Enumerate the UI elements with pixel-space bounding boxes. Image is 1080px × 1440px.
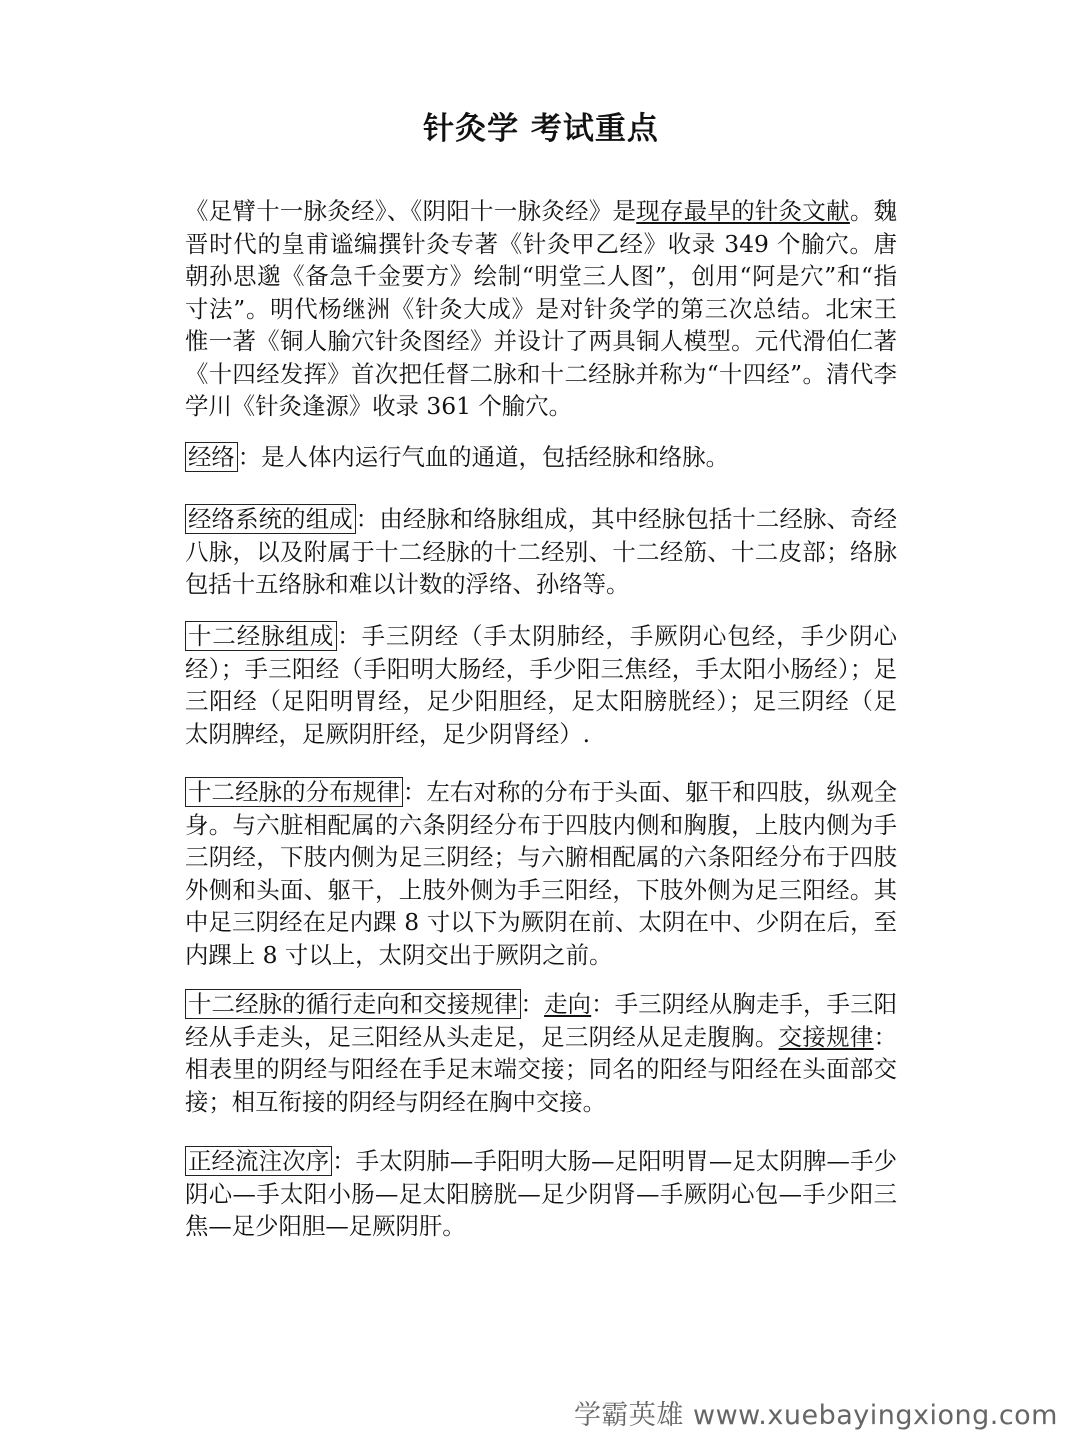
section-circulation — [185, 988, 897, 1118]
separator: ： — [520, 990, 545, 1018]
page-title: 针灸学 考试重点 — [423, 111, 659, 147]
watermark-footer: 学霸英雄 www.xuebayingxiong.com — [573, 1400, 1058, 1431]
term-box: 经络系统的组成 — [185, 504, 356, 534]
section-flow-order — [185, 1145, 897, 1243]
subterm-connection: 交接规律 — [778, 1022, 874, 1051]
intro-text-1: 《足臂十一脉灸经》、《阴阳十一脉灸经》是 — [185, 197, 637, 225]
intro-underlined: 现存最早的针灸文献 — [636, 197, 850, 225]
section-jingluo — [185, 441, 897, 474]
section-text: ：是人体内运行气血的通道，包括经脉和络脉。 — [237, 443, 729, 471]
section-text: ：相表里的阴经与阳经在手足末端交接；同名的阳经与阳经在头面部交接；相互衔接的阴经与阴经在胸中交接。 — [185, 1022, 898, 1116]
section-text: ：手三阴经从胸走手，手三阳经从手走头，足三阳经从头走足，足三阴经从足走腹胸。 — [185, 990, 898, 1051]
section-text: ：手太阴肺—手阳明大肠—足阳明胃—足太阴脾—手少阴心—手太阳小肠—足太阳膀胱—足少阴肾—手厥阴心包—手少阳三焦—足少阳胆—足厥阴肝。 — [185, 1147, 898, 1240]
section-text: ：左右对称的分布于头面、躯干和四肢，纵观全身。与六脏相配属的六条阴经分布于四肢内侧和胸腹，上肢内侧为手三阴经，下肢内侧为足三阴经；与六腑相配属的六条阳经分布于四肢外侧和头面、躯干，上肢外侧为手三阳经，下肢外侧为足三阳经。其中足三阴经在足内踝 8 寸以下为厥阴在前、太阴在中、少阴在后，至内踝上 8 寸以上，太阴交出于厥阴之前。 — [185, 778, 897, 969]
term-box: 正经流注次序 — [185, 1146, 332, 1176]
term-box: 经络 — [185, 442, 238, 472]
intro-paragraph — [185, 195, 897, 423]
subterm-direction: 走向 — [544, 990, 592, 1018]
section-twelve-meridians — [185, 620, 897, 750]
term-box: 十二经脉的分布规律 — [185, 777, 403, 807]
term-box: 十二经脉的循行走向和交接规律 — [185, 989, 521, 1019]
section-jingluo-system — [185, 503, 897, 601]
intro-text-2: 。魏晋时代的皇甫谧编撰针灸专著《针灸甲乙经》收录 349 个腧穴。唐朝孙思邈《备急千金要方》绘制“明堂三人图”，创用“阿是穴”和“指寸法”。明代杨继洲《针灸大成》是对针灸学的第三次总结。北宋王惟一著《铜人腧穴针灸图经》并设计了两具铜人模型。元代滑伯仁著《十四经发挥》首次把任督二脉和十二经脉并称为“十四经”。清代李学川《针灸逢源》收录 361 个腧穴。 — [185, 197, 897, 420]
section-text: ：由经脉和络脉组成，其中经脉包括十二经脉、奇经八脉，以及附属于十二经脉的十二经别、十二经筋、十二皮部；络脉包括十五络脉和难以计数的浮络、孙络等。 — [185, 505, 898, 598]
term-box: 十二经脉组成 — [185, 621, 337, 651]
section-text: ：手三阴经（手太阴肺经，手厥阴心包经，手少阴心经）；手三阳经（手阳明大肠经，手少阳三焦经，手太阳小肠经）；足三阳经（足阳明胃经，足少阳胆经，足太阳膀胱经）；足三阴经（足太阴脾经，足厥阴肝经，足少阴肾经）. — [185, 622, 898, 748]
section-distribution — [185, 776, 897, 971]
